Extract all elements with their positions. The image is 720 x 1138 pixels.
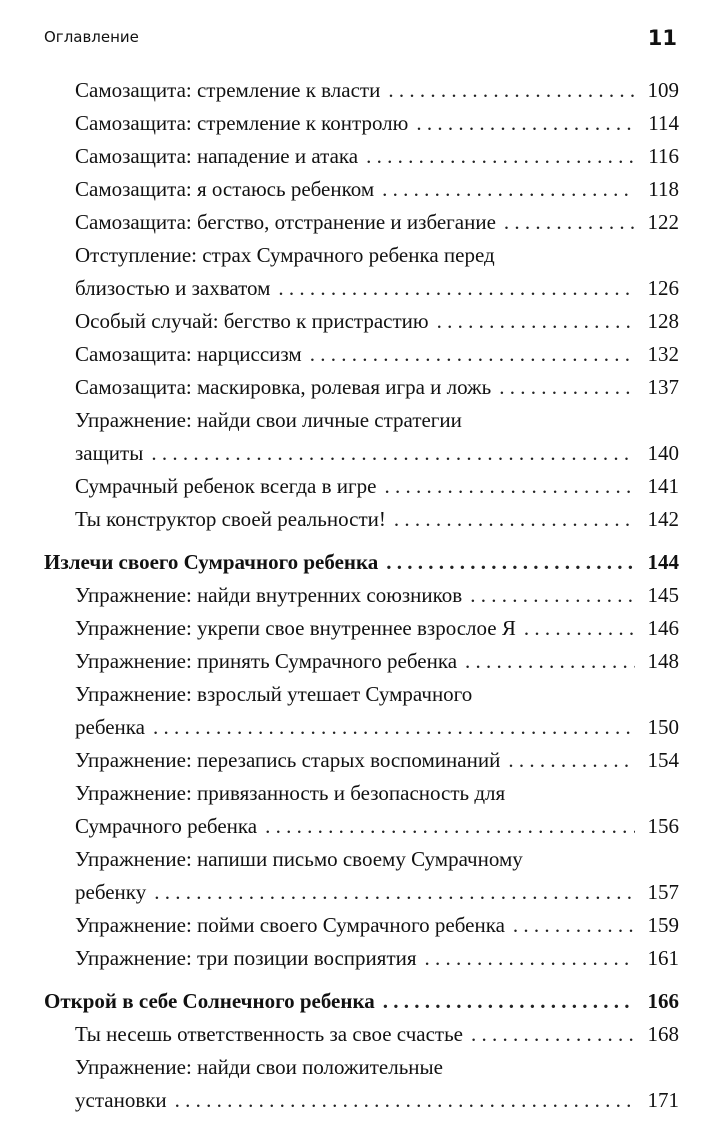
toc-entry-title: Самозащита: маскировка, ролевая игра и ложь [75,375,492,399]
toc-entry [44,140,679,173]
toc-entry-title: установки [75,1088,167,1112]
toc-entry-page: 122 [647,210,679,234]
dot-leader [278,272,635,305]
toc-section-entry [44,546,679,579]
toc-entry-title: Ты конструктор своей реальности! [75,507,386,531]
toc-entry-page: 166 [647,989,679,1013]
toc-entry-page: 156 [647,814,679,838]
toc-entry-page: 144 [647,550,679,574]
dot-leader [437,305,635,338]
dot-leader [153,711,635,744]
toc-entry-title-line: Упражнение: напиши письмо своему Сумрачному [75,847,523,871]
toc-entry [44,371,679,404]
toc-entry [44,810,679,843]
dot-leader [265,810,635,843]
dot-leader [386,546,635,579]
toc-entry [44,942,679,975]
dot-leader [513,909,635,942]
toc-entry-page: 145 [647,583,679,607]
toc-entry-title: Упражнение: найди внутренних союзников [75,583,463,607]
toc-entry [44,579,679,612]
toc-entry-page: 157 [647,880,679,904]
dot-leader [383,985,635,1018]
dot-leader [416,107,635,140]
toc-entry [44,711,679,744]
toc-entry [44,909,679,942]
toc-entry-title-line: Упражнение: найди свои положительные [75,1055,443,1079]
toc-entry-page: 118 [648,177,679,201]
toc-entry-title: Самозащита: бегство, отстранение и избегание [75,210,496,234]
dot-leader [499,371,635,404]
toc-entry-title: защиты [75,441,144,465]
toc-entry-title: близостью и захватом [75,276,271,300]
toc-entry [44,876,679,909]
toc-entry-title: ребенку [75,880,147,904]
toc-entry-page: 126 [647,276,679,300]
toc-entry-title: Самозащита: нарциссизм [75,342,302,366]
toc-entry [44,470,679,503]
dot-leader [366,140,635,173]
dot-leader [394,503,635,536]
toc-entry-page: 171 [647,1088,679,1112]
toc-entry [44,305,679,338]
toc-entry-title: Упражнение: пойми своего Сумрачного ребенка [75,913,505,937]
toc-entry-page: 128 [647,309,679,333]
toc-entry-page: 154 [647,748,679,772]
toc-entry-page: 116 [648,144,679,168]
toc-entry-title: Сумрачный ребенок всегда в игре [75,474,377,498]
toc-entry [44,1018,679,1051]
toc-entry [44,206,679,239]
toc-entry-page: 150 [647,715,679,739]
dot-leader [504,206,635,239]
toc-entry [44,107,679,140]
toc-entry [44,1084,679,1117]
toc-entry-page: 159 [647,913,679,937]
dot-leader [465,645,635,678]
toc-entry [44,744,679,777]
toc-entry-page: 109 [647,78,679,102]
toc-entry-title: ребенка [75,715,145,739]
table-of-contents [44,74,679,1117]
dot-leader [175,1084,635,1117]
toc-entry-title-line: Упражнение: привязанность и безопасность для [75,781,506,805]
toc-entry-page: 140 [647,441,679,465]
toc-entry-title-line: Упражнение: найди свои личные стратегии [75,408,462,432]
dot-leader [470,579,635,612]
toc-entry-title: Упражнение: перезапись старых воспоминаний [75,748,501,772]
toc-entry-title: Самозащита: я остаюсь ребенком [75,177,375,201]
toc-entry-title: Упражнение: укрепи свое внутреннее взрослое Я [75,616,516,640]
toc-entry-title: Упражнение: три позиции восприятия [75,946,417,970]
toc-entry-title: Самозащита: стремление к власти [75,78,381,102]
toc-entry-page: 141 [647,474,679,498]
toc-entry-title: Самозащита: нападение и атака [75,144,359,168]
toc-entry-title: Самозащита: стремление к контролю [75,111,409,135]
toc-entry [44,74,679,107]
dot-leader [384,470,635,503]
toc-entry-page: 146 [647,616,679,640]
toc-entry [44,503,679,536]
toc-entry-page: 161 [647,946,679,970]
dot-leader [471,1018,635,1051]
dot-leader [151,437,635,470]
dot-leader [382,173,635,206]
dot-leader [310,338,635,371]
toc-entry-page: 137 [647,375,679,399]
toc-entry-title: Излечи своего Сумрачного ребенка [44,550,379,574]
toc-entry-title: Особый случай: бегство к пристрастию [75,309,429,333]
toc-entry [44,272,679,305]
toc-entry-title: Открой в себе Солнечного ребенка [44,989,375,1013]
toc-entry [44,173,679,206]
toc-entry-page: 132 [647,342,679,366]
toc-section-entry [44,985,679,1018]
toc-entry-title: Сумрачного ребенка [75,814,258,838]
dot-leader [524,612,635,645]
toc-entry [44,645,679,678]
toc-entry [44,612,679,645]
toc-entry-page: 148 [647,649,679,673]
toc-entry-title-line: Отступление: страх Сумрачного ребенка перед [75,243,495,267]
dot-leader [425,942,635,975]
toc-entry-title: Ты несешь ответственность за свое счастье [75,1022,463,1046]
toc-entry-page: 114 [648,111,679,135]
dot-leader [508,744,635,777]
toc-entry-page: 142 [647,507,679,531]
toc-entry-title: Упражнение: принять Сумрачного ребенка [75,649,458,673]
running-head: Оглавление [44,28,139,46]
page-number: 11 [647,26,677,50]
dot-leader [154,876,635,909]
toc-entry-page: 168 [647,1022,679,1046]
toc-entry-title-line: Упражнение: взрослый утешает Сумрачного [75,682,473,706]
toc-entry [44,338,679,371]
dot-leader [388,74,635,107]
toc-entry [44,437,679,470]
